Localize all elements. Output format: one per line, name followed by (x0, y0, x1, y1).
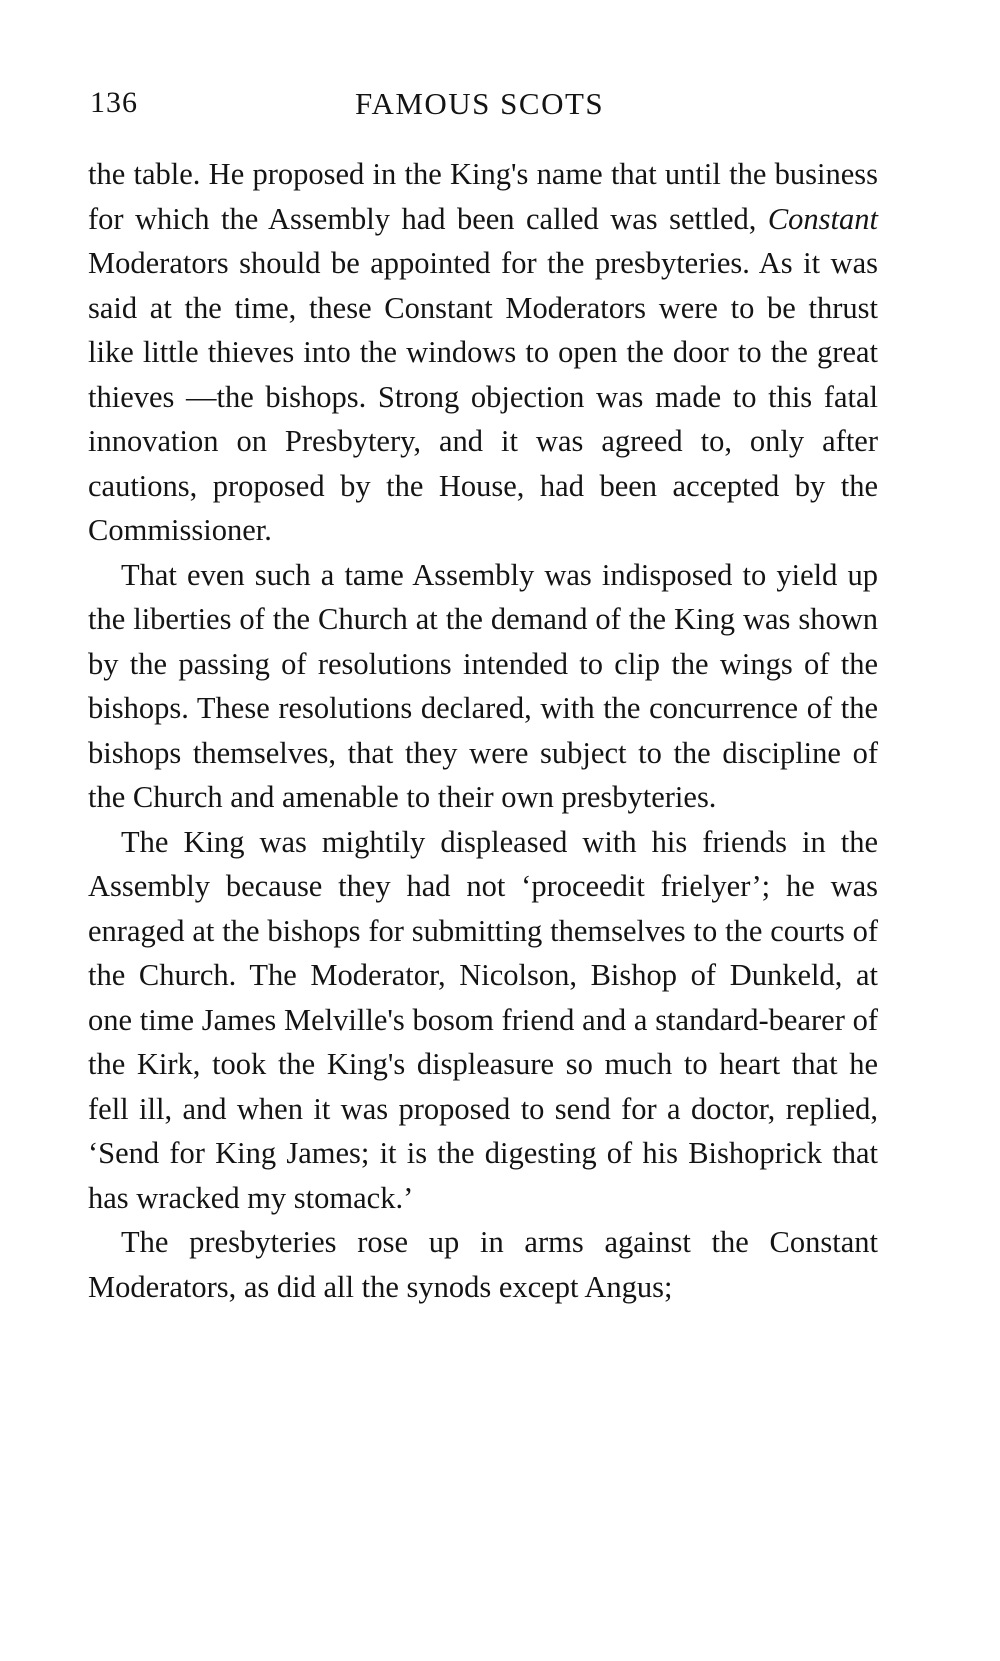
running-title: FAMOUS SCOTS (355, 86, 605, 121)
paragraph-4: The presbyteries rose up in arms against the Constant Moderators, as did all the synods except Angus; (88, 1225, 878, 1304)
page-number: 136 (90, 86, 138, 119)
italic-word: Constant (767, 201, 878, 236)
body-text (88, 152, 878, 1309)
paragraph-1-text-end: Moderators should be appointed for the presbyteries. As it was said at the time, these Constant Moderators were to be thrust like little thieves into the windows to open the door to the great thieves —the bishops. Strong objection was made to this fatal innovation on Presbytery, and it was agreed to, only after cautions, proposed by the House, had been accepted by the Commissioner. (88, 246, 878, 547)
paragraph-1 (88, 152, 878, 553)
page-header (90, 86, 660, 134)
paragraph-2: That even such a tame Assembly was indisposed to yield up the liberties of the Church at the demand of the King was shown by the passing of resolutions intended to clip the wings of the bishops. These resolutions declared, with the concurrence of the bishops themselves, that they were subject to the discipline of the Church and amenable to their own presbyteries. (88, 557, 878, 814)
paragraph-3: The King was mightily displeased with his friends in the Assembly because they had not ‘proceedit frielyer’; he was enraged at the bishops for submitting themselves to the courts of the Church. The Moderator, Nicolson, Bishop of Dunkeld, at one time James Melville's bosom friend and a standard-bearer of the Kirk, took the King's displeasure so much to heart that he fell ill, and when it was proposed to send for a doctor, replied, ‘Send for King James; it is the digesting of his Bishoprick that has wracked my stomack.’ (88, 824, 878, 1215)
paragraph-1-text-start: the table. He proposed in the King's name that until the business for which the Assembly had been called was settled, (88, 157, 878, 236)
